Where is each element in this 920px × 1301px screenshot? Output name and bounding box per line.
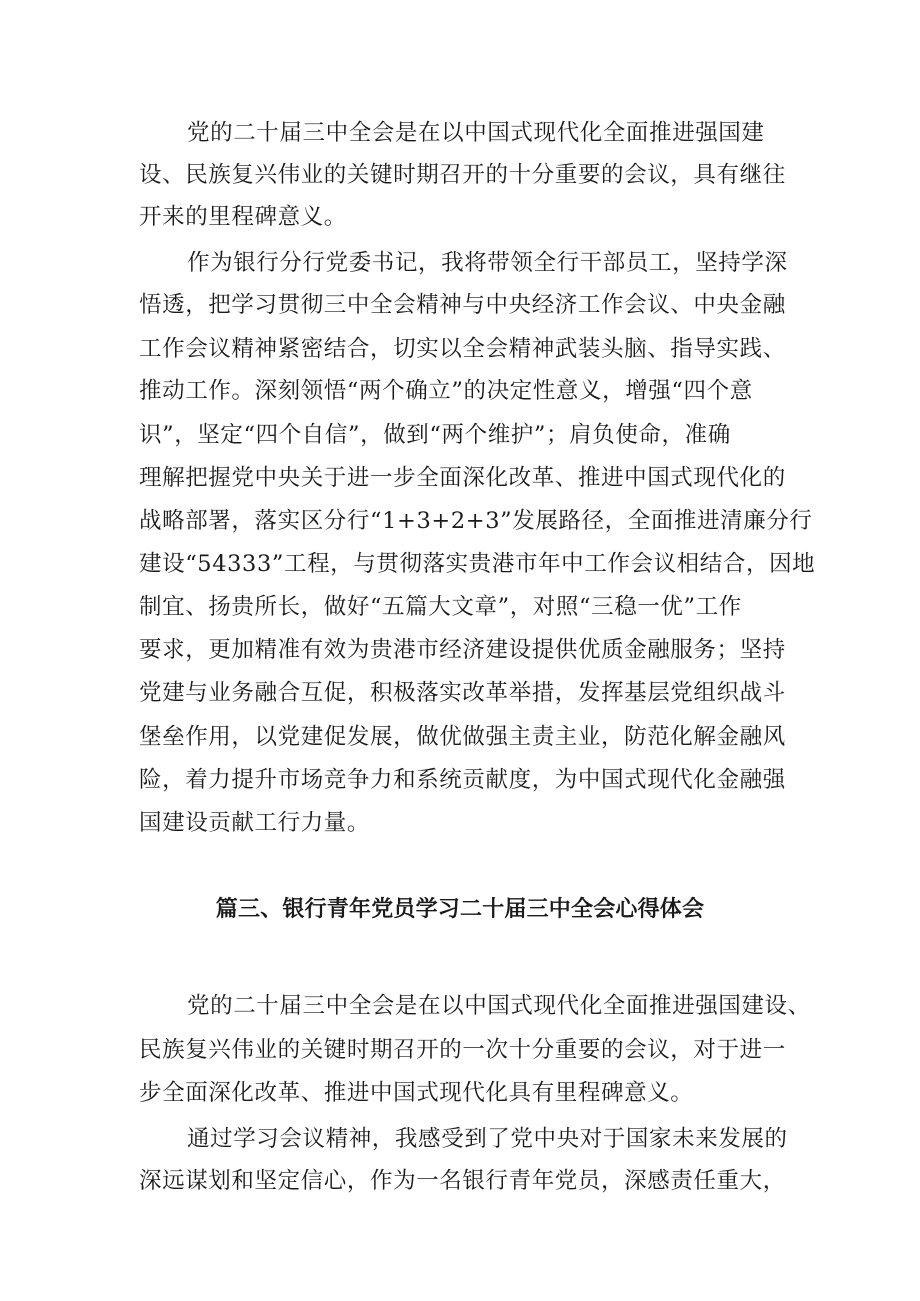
paragraph-line: 通过学习会议精神，我感受到了党中央对于国家未来发展的 <box>187 1126 788 1152</box>
paragraph-line: 悟透，把学习贯彻三中全会精神与中央经济工作会议、中央金融 <box>139 292 786 318</box>
paragraph-line: 推动工作。深刻领悟“两个确立”的决定性意义，增强“四个意 <box>139 378 753 404</box>
paragraph-line: 设、民族复兴伟业的关键时期召开的十分重要的会议，具有继往 <box>139 162 786 188</box>
paragraph-line: 国建设贡献工行力量。 <box>139 810 371 836</box>
paragraph-line: 开来的里程碑意义。 <box>139 204 347 230</box>
section-heading: 篇三、银行青年党员学习二十届三中全会心得体会 <box>215 897 705 922</box>
paragraph-line: 险，着力提升市场竞争力和系统贡献度，为中国式现代化金融强 <box>139 767 786 793</box>
paragraph-line: 民族复兴伟业的关键时期召开的一次十分重要的会议，对于进一 <box>139 1037 786 1063</box>
paragraph-line: 建设“54333”工程，与贯彻落实贵港市年中工作会议相结合，因地 <box>139 551 816 577</box>
paragraph-line: 堡垒作用，以党建促发展，做优做强主责主业，防范化解金融风 <box>139 724 786 750</box>
paragraph-line: 作为银行分行党委书记，我将带领全行干部员工，坚持学深 <box>187 250 788 276</box>
paragraph-line: 党建与业务融合互促，积极落实改革举措，发挥基层党组织战斗 <box>139 680 786 706</box>
paragraph-line: 战略部署，落实区分行“1+3+2+3”发展路径，全面推进清廉分行 <box>139 508 813 534</box>
paragraph-line: 党的二十届三中全会是在以中国式现代化全面推进强国建设、 <box>187 993 811 1019</box>
paragraph-line: 制宜、扬贵所长，做好“五篇大文章”，对照“三稳一优”工作 <box>139 594 742 620</box>
paragraph-line: 深远谋划和坚定信心，作为一名银行青年党员，深感责任重大， <box>139 1168 786 1194</box>
paragraph-line: 要求，更加精准有效为贵港市经济建设提供优质金融服务；坚持 <box>139 637 786 663</box>
paragraph-line: 党的二十届三中全会是在以中国式现代化全面推进强国建 <box>187 120 765 146</box>
paragraph-line: 步全面深化改革、推进中国式现代化具有里程碑意义。 <box>139 1080 694 1106</box>
paragraph-line: 理解把握党中央关于进一步全面深化改革、推进中国式现代化的 <box>139 465 786 491</box>
paragraph-line: 工作会议精神紧密结合，切实以全会精神武装头脑、指导实践、 <box>139 336 786 362</box>
paragraph-line: 识”，坚定“四个自信”，做到“两个维护”；肩负使命，准确 <box>139 422 731 448</box>
